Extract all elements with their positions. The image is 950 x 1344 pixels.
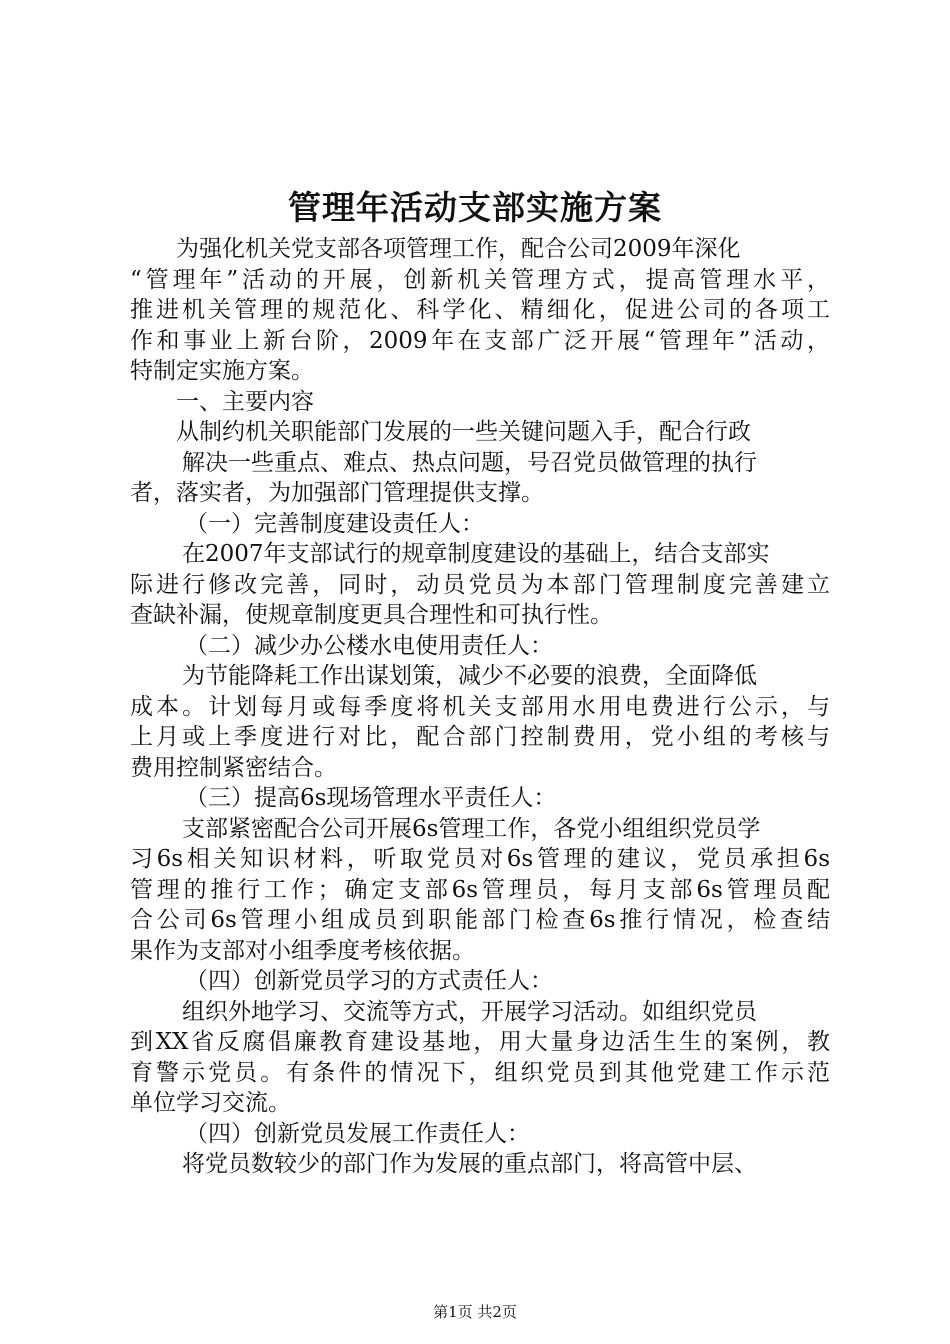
body-line: 支部紧密配合公司开展6s管理工作，各党小组组织党员学 xyxy=(182,815,761,842)
body-line: 为节能降耗工作出谋划策，减少不必要的浪费，全面降低 xyxy=(182,663,757,689)
body-line: 单位学习交流。 xyxy=(130,1090,291,1116)
body-line: 到XX省反腐倡廉教育建设基地，用大量身边活生生的案例，教 xyxy=(130,1029,830,1055)
body-line: 为强化机关党支部各项管理工作，配合公司2009年深化 xyxy=(176,236,741,262)
body-line: 合公司6s管理小组成员到职能部门检查6s推行情况，检查结 xyxy=(130,907,830,933)
body-line: 将党员数较少的部门作为发展的重点部门，将高管中层、 xyxy=(182,1151,757,1177)
body-line: 习6s相关知识材料，听取党员对6s管理的建议，党员承担6s xyxy=(130,846,830,872)
body-line: 上月或上季度进行对比，配合部门控制费用，党小组的考核与 xyxy=(130,724,830,750)
body-line: 作和事业上新台阶，2009年在支部广泛开展“管理年”活动， xyxy=(130,327,830,354)
subsection-heading: （四）创新党员学习的方式责任人： xyxy=(185,968,553,994)
document-body xyxy=(130,234,830,1180)
subsection-heading: （一）完善制度建设责任人： xyxy=(185,510,484,537)
body-line: 在2007年支部试行的规章制度建设的基础上，结合支部实 xyxy=(182,541,770,567)
body-line: “管理年”活动的开展，创新机关管理方式，提高管理水平， xyxy=(130,266,830,293)
body-line: 组织外地学习、交流等方式，开展学习活动。如组织党员 xyxy=(182,998,757,1025)
body-line: 果作为支部对小组季度考核依据。 xyxy=(130,937,475,964)
body-line: 查缺补漏，使规章制度更具合理性和可执行性。 xyxy=(130,602,613,628)
body-line: 解决一些重点、难点、热点问题，号召党员做管理的执行 xyxy=(182,449,757,476)
subsection-heading: （三）提高6s现场管理水平责任人： xyxy=(185,785,557,811)
body-line: 成本。计划每月或每季度将机关支部用水用电费进行公示，与 xyxy=(130,693,830,720)
page-footer: 第1页 共2页 xyxy=(433,1303,517,1321)
body-line: 特制定实施方案。 xyxy=(130,358,314,384)
subsection-heading: （四）创新党员发展工作责任人： xyxy=(185,1120,530,1147)
body-line: 管理的推行工作；确定支部6s管理员，每月支部6s管理员配 xyxy=(130,876,830,903)
section-heading: 一、主要内容 xyxy=(176,388,314,415)
document-title: 管理年活动支部实施方案 xyxy=(288,188,662,227)
body-line: 费用控制紧密结合。 xyxy=(130,754,337,781)
body-line: 推进机关管理的规范化、科学化、精细化，促进公司的各项工 xyxy=(130,297,830,323)
body-line: 从制约机关职能部门发展的一些关键问题入手，配合行政 xyxy=(176,419,751,445)
subsection-heading: （二）减少办公楼水电使用责任人： xyxy=(185,632,553,659)
body-line: 际进行修改完善，同时，动员党员为本部门管理制度完善建立 xyxy=(130,571,830,598)
body-line: 者，落实者，为加强部门管理提供支撑。 xyxy=(130,480,544,506)
body-line: 育警示党员。有条件的情况下，组织党员到其他党建工作示范 xyxy=(130,1059,830,1086)
